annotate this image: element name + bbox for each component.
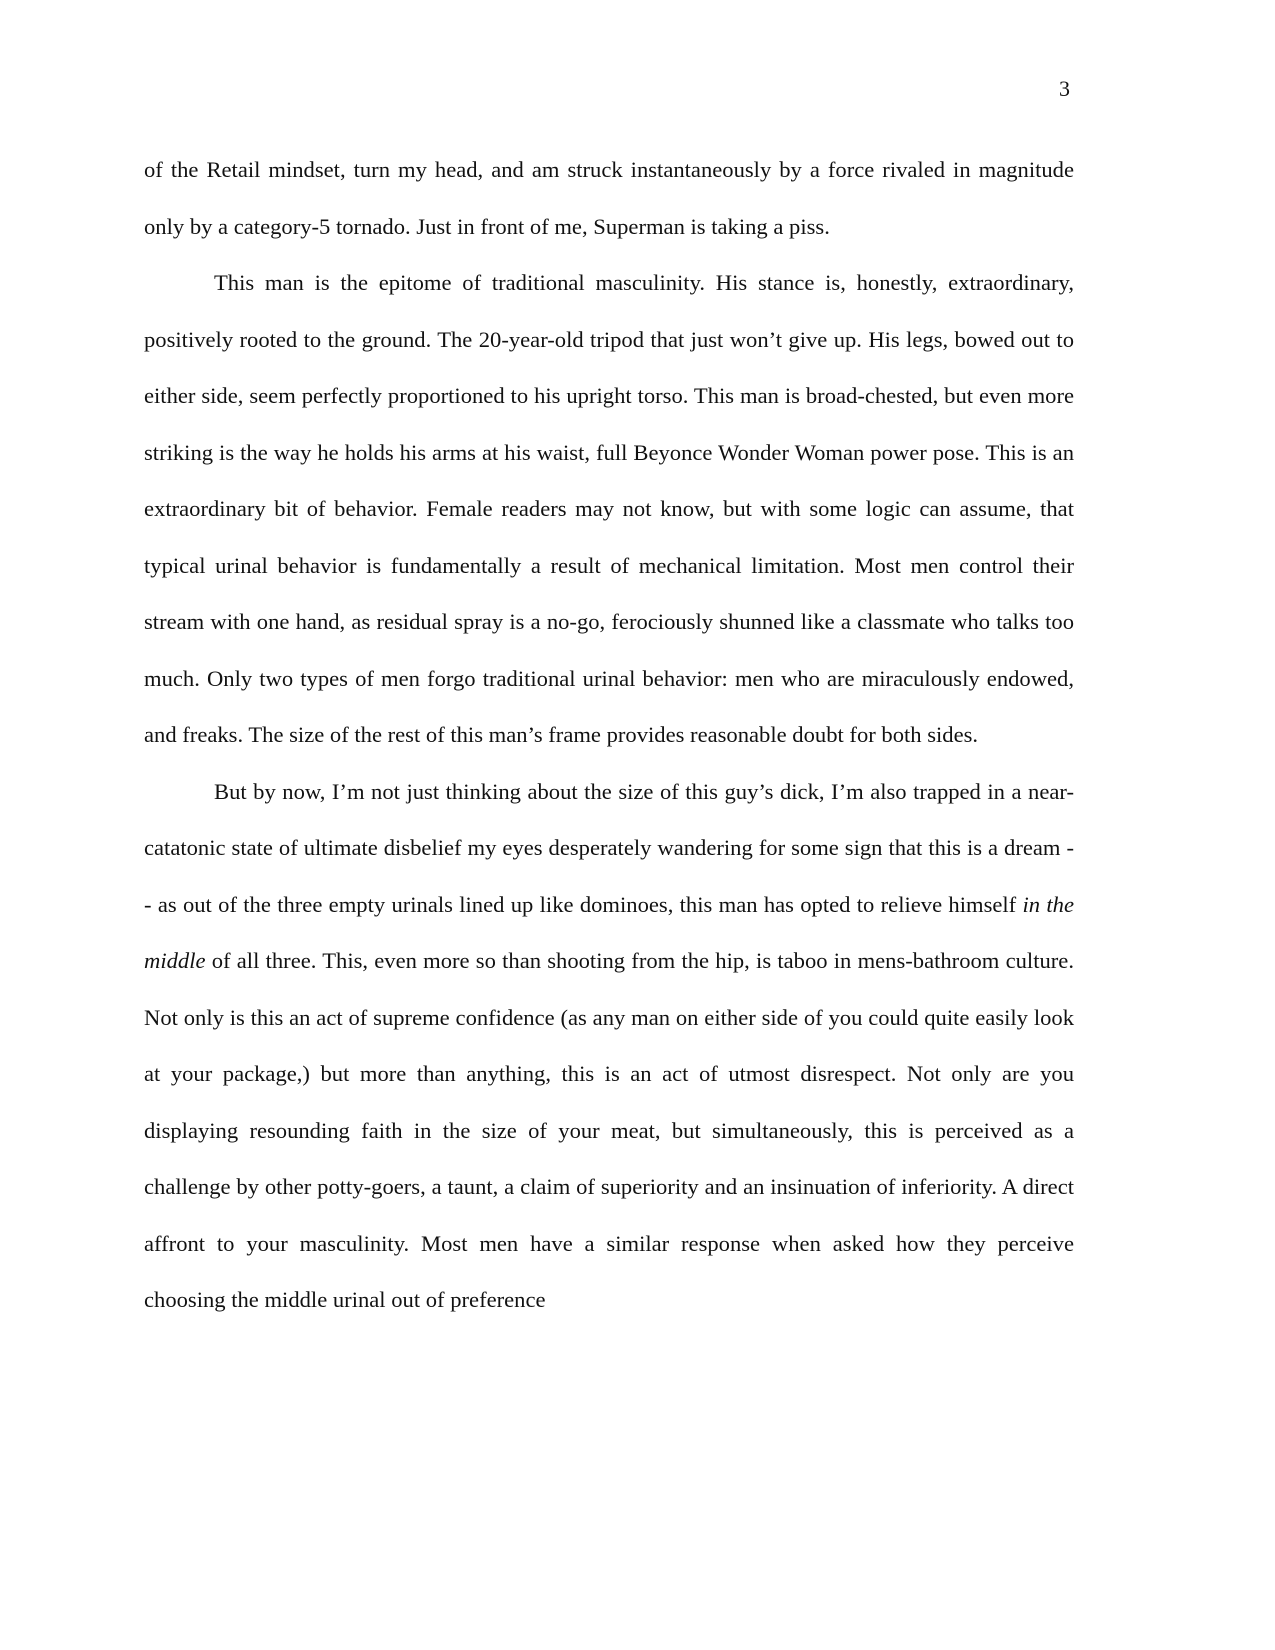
paragraph-superman-stance: This man is the epitome of traditional masculinity. His stance is, honestly, extraordinary, positively rooted to the ground. The 20-year-old tripod that just won’t give up. His legs, bowed out to either side, seem perfectly proportioned to his upright torso. This man is broad-chested, but even more striking is the way he holds his arms at his waist, full Beyonce Wonder Woman power pose. This is an extraordinary bit of behavior. Female readers may not know, but with some logic can assume, that typical urinal behavior is fundamentally a result of mechanical limitation. Most men control their stream with one hand, as residual spray is a no-go, ferociously shunned like a classmate who talks too much. Only two types of men forgo traditional urinal behavior: men who are miraculously endowed, and freaks. The size of the rest of this man’s frame provides reasonable doubt for both sides. [144,270,1074,747]
page-number: 3 [1059,76,1070,101]
paragraph-middle-urinal [144,764,1074,1329]
paragraph-text-before-emphasis: But by now, I’m not just thinking about the size of this guy’s dick, I’m also trapped in a near-catatonic state of ultimate disbelief my eyes desperately wandering for some sign that this is a dream -- as out of the three empty urinals lined up like dominoes, this man has opted to relieve himself [144,778,1074,917]
body-text [144,142,1074,1329]
paragraph-text-after-emphasis: of all three. This, even more so than shooting from the hip, is taboo in mens-bathroom culture. Not only is this an act of supreme confidence (as any man on either side of you could quite easily look at your package,) but more than anything, this is an act of utmost disrespect. Not only are you displaying resounding faith in the size of your meat, but simultaneously, this is perceived as a challenge by other potty-goers, a taunt, a claim of superiority and an insinuation of inferiority. A direct affront to your masculinity. Most men have a similar response when asked how they perceive choosing the middle urinal out of preference [144,948,1074,1312]
paragraph-continuation: of the Retail mindset, turn my head, and am struck instantaneously by a force rivaled in magnitude only by a category-5 tornado. Just in front of me, Superman is taking a piss. [144,157,1074,239]
emphasized-text: in the middle [144,891,1075,973]
